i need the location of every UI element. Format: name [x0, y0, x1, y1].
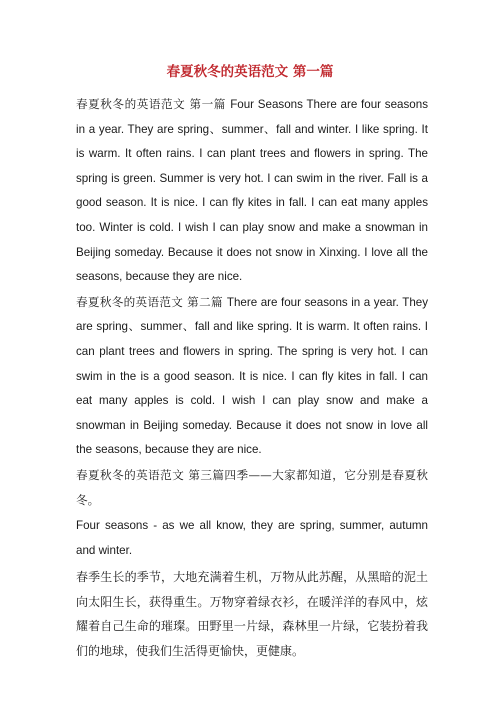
paragraph-4 [76, 514, 428, 563]
paragraph-3-heading: 春夏秋冬的英语范文 第三篇四季——大家都知道，它分别是春夏秋冬。 [76, 467, 428, 507]
paragraph-4-text: Four seasons - as we all know, they are spring, summer, autumn and winter. [76, 519, 428, 557]
document-body [76, 92, 428, 664]
paragraph-1 [76, 92, 428, 290]
paragraph-2 [76, 290, 428, 463]
paragraph-2-text: There are four seasons in a year. They are spring、summer、fall and like spring. It is warm. It often rains. I can plant trees and flowers in spring. The spring is very hot. I can swim in the is a good season. It is nice. I can fly kites in fall. I can eat many apples is cold. I wish I can play snow and make a snowman in Beijing someday. Because it does not snow in love all the seasons, because they are nice. [76, 295, 429, 457]
paragraph-3 [76, 463, 428, 512]
document-title: 春夏秋冬的英语范文 第一篇 [166, 64, 334, 80]
paragraph-1-heading: 春夏秋冬的英语范文 第一篇 [76, 97, 231, 111]
paragraph-1-text: Four Seasons There are four seasons in a year. They are spring、summer、fall and winter. I like spring. It is warm. It often rains. I can plant trees and flowers in spring. The spring is green. Summer is very hot. I can swim in the river. Fall is a good season. It is nice. I can fly kites in fall. I can eat many apples too. Winter is cold. I wish I can play snow and make a snowman in Beijing someday. Because it does not snow in Xinxing. I love all the seasons, because they are nice. [76, 98, 428, 284]
paragraph-5 [76, 565, 428, 663]
paragraph-2-heading: 春夏秋冬的英语范文 第二篇 [76, 294, 227, 309]
paragraph-5-text: 春季生长的季节，大地充满着生机，万物从此苏醒，从黑暗的泥土向太阳生长，获得重生。万物穿着绿衣衫，在暖洋洋的春风中，炫耀着自己生命的璀璨。田野里一片绿，森林里一片绿，它装扮着我们的地球，使我们生活得更愉快，更健康。 [76, 570, 428, 659]
